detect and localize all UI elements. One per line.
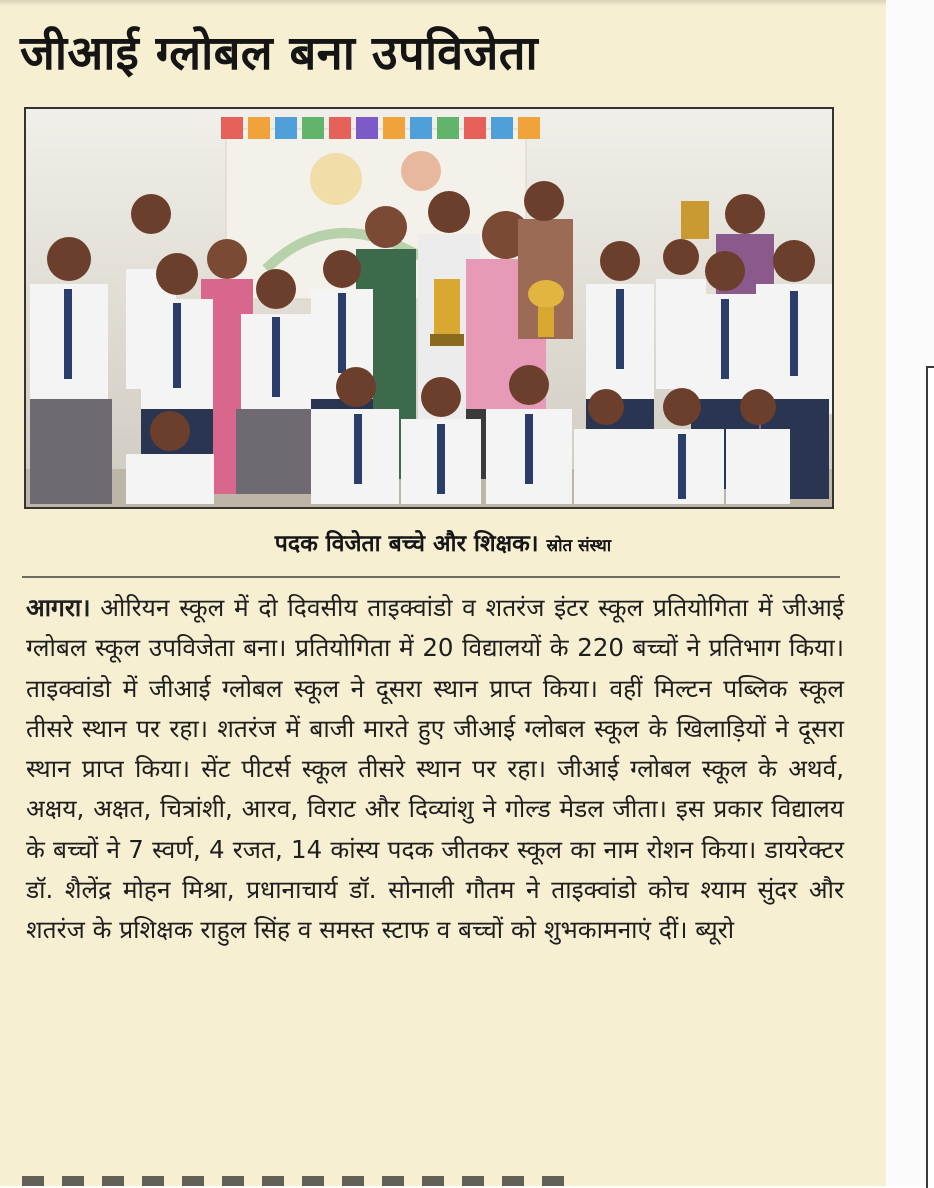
next-article-fragment xyxy=(22,1176,582,1186)
article-body xyxy=(26,588,844,951)
adjacent-frame-edge xyxy=(926,366,934,1188)
article-body-text: ओरियन स्कूल में दो दिवसीय ताइक्वांडो व शतरंज इंटर स्कूल प्रतियोगिता में जीआई ग्लोबल स्कूल उपविजेता बना। प्रतियोगिता में 20 विद्यालयों के 220 बच्चों ने प्रतिभाग किया। ताइक्वांडो में जीआई ग्लोबल स्कूल ने दूसरा स्थान प्राप्त किया। वहीं मिल्टन पब्लिक स्कूल तीसरे स्थान पर रहा। शतरंज में बाजी मारते हुए जीआई ग्लोबल स्कूल के खिलाड़ियों ने दूसरा स्थान प्राप्त किया। सेंट पीटर्स स्कूल तीसरे स्थान पर रहा। जीआई ग्लोबल स्कूल के अथर्व, अक्षय, अक्षत, चित्रांशी, आरव, विराट और दिव्यांशु ने गोल्ड मेडल जीता। इस प्रकार विद्यालय के बच्चों ने 7 स्वर्ण, 4 रजत, 14 कांस्य पदक जीतकर स्कूल का नाम रोशन किया। डायरेक्टर डॉ. शैलेंद्र मोहन मिश्रा, प्रधानाचार्य डॉ. सोनाली गौतम ने ताइक्वांडो कोच श्याम सुंदर और शतरंज के प्रशिक्षक राहुल सिंह व समस्त स्टाफ व बच्चों को शुभकामनाएं दीं। ब्यूरो xyxy=(26,593,844,945)
photo-caption xyxy=(0,528,886,562)
dateline: आगरा। xyxy=(26,593,91,622)
top-rule xyxy=(0,0,886,6)
caption-text: पदक विजेता बच्चे और शिक्षक। xyxy=(274,531,539,557)
photo-credit: स्रोत संस्था xyxy=(546,536,612,556)
caption-divider xyxy=(22,576,840,578)
group-photo-illustration xyxy=(26,109,832,507)
headline: जीआई ग्लोबल बना उपविजेता xyxy=(20,26,538,81)
news-photo xyxy=(24,107,834,509)
